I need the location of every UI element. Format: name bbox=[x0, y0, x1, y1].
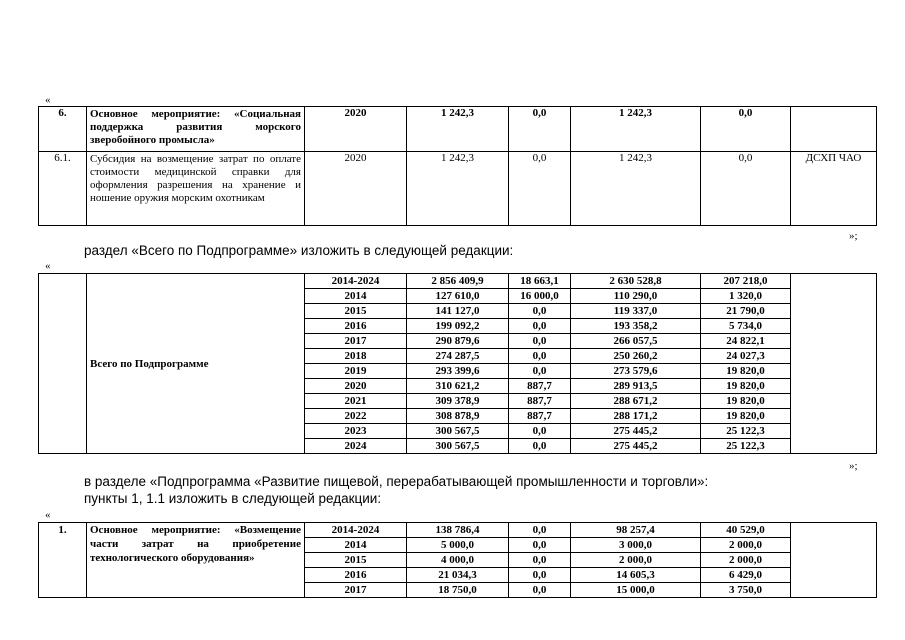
federal-budget-cell: 0,0 bbox=[509, 364, 571, 379]
total-cell: 5 000,0 bbox=[407, 538, 509, 553]
period-cell: 2017 bbox=[305, 583, 407, 598]
period-cell: 2021 bbox=[305, 394, 407, 409]
total-cell: 138 786,4 bbox=[407, 523, 509, 538]
table-main-activity-1 bbox=[38, 522, 877, 598]
total-cell: 199 092,2 bbox=[407, 319, 509, 334]
federal-budget-cell: 0,0 bbox=[509, 553, 571, 568]
total-cell: 300 567,5 bbox=[407, 439, 509, 454]
table-main-activity-6 bbox=[38, 106, 877, 226]
other-sources-cell: 24 822,1 bbox=[701, 334, 791, 349]
other-sources-cell: 0,0 bbox=[701, 107, 791, 152]
period-cell: 2020 bbox=[305, 107, 407, 152]
activity-name: Основное мероприятие: «Возмещение части затрат на приобретение технологического оборудования» bbox=[87, 523, 305, 598]
period-cell: 2020 bbox=[305, 152, 407, 226]
district-budget-cell: 2 000,0 bbox=[571, 553, 701, 568]
executor-cell bbox=[791, 523, 877, 598]
total-cell: 141 127,0 bbox=[407, 304, 509, 319]
total-cell: 127 610,0 bbox=[407, 289, 509, 304]
other-sources-cell: 19 820,0 bbox=[701, 379, 791, 394]
executor-cell bbox=[791, 107, 877, 152]
district-budget-cell: 275 445,2 bbox=[571, 424, 701, 439]
district-budget-cell: 14 605,3 bbox=[571, 568, 701, 583]
other-sources-cell: 40 529,0 bbox=[701, 523, 791, 538]
district-budget-cell: 289 913,5 bbox=[571, 379, 701, 394]
quote-close-2: »; bbox=[849, 460, 858, 472]
other-sources-cell: 2 000,0 bbox=[701, 538, 791, 553]
federal-budget-cell: 0,0 bbox=[509, 424, 571, 439]
quote-close-1: »; bbox=[849, 230, 858, 242]
subprogram-total-label: Всего по Подпрограмме bbox=[87, 274, 305, 454]
activity-name: Субсидия на возмещение затрат по оплате стоимости медицинской справки для оформления разрешения на хранение и ношение оружия морским охотникам bbox=[87, 152, 305, 226]
district-budget-cell: 288 671,2 bbox=[571, 394, 701, 409]
total-cell: 274 287,5 bbox=[407, 349, 509, 364]
federal-budget-cell: 0,0 bbox=[509, 538, 571, 553]
federal-budget-cell: 0,0 bbox=[509, 304, 571, 319]
table-row bbox=[39, 152, 877, 226]
federal-budget-cell: 887,7 bbox=[509, 394, 571, 409]
federal-budget-cell: 0,0 bbox=[509, 583, 571, 598]
quote-open-3: « bbox=[45, 509, 51, 521]
other-sources-cell: 2 000,0 bbox=[701, 553, 791, 568]
federal-budget-cell: 887,7 bbox=[509, 409, 571, 424]
period-cell: 2014 bbox=[305, 538, 407, 553]
paragraph-items-1-1-1: пункты 1, 1.1 изложить в следующей редакции: bbox=[84, 491, 382, 506]
district-budget-cell: 193 358,2 bbox=[571, 319, 701, 334]
district-budget-cell: 273 579,6 bbox=[571, 364, 701, 379]
table-total-subprogram bbox=[38, 273, 877, 454]
quote-open-1: « bbox=[45, 94, 51, 106]
other-sources-cell: 5 734,0 bbox=[701, 319, 791, 334]
period-cell: 2024 bbox=[305, 439, 407, 454]
period-cell: 2023 bbox=[305, 424, 407, 439]
other-sources-cell: 24 027,3 bbox=[701, 349, 791, 364]
total-cell: 309 378,9 bbox=[407, 394, 509, 409]
district-budget-cell: 2 630 528,8 bbox=[571, 274, 701, 289]
period-cell: 2015 bbox=[305, 553, 407, 568]
period-cell: 2017 bbox=[305, 334, 407, 349]
other-sources-cell: 25 122,3 bbox=[701, 439, 791, 454]
quote-open-2: « bbox=[45, 260, 51, 272]
federal-budget-cell: 18 663,1 bbox=[509, 274, 571, 289]
activity-name: Основное мероприятие: «Социальная поддержка развития морского зверобойного промысла» bbox=[87, 107, 305, 152]
row-number: 1. bbox=[39, 523, 87, 598]
district-budget-cell: 250 260,2 bbox=[571, 349, 701, 364]
other-sources-cell: 19 820,0 bbox=[701, 364, 791, 379]
paragraph-section-food-industry: в разделе «Подпрограмма «Развитие пищевой, перерабатывающей промышленности и торговли»: bbox=[84, 474, 709, 489]
period-cell: 2014-2024 bbox=[305, 274, 407, 289]
other-sources-cell: 0,0 bbox=[701, 152, 791, 226]
other-sources-cell: 21 790,0 bbox=[701, 304, 791, 319]
total-cell: 293 399,6 bbox=[407, 364, 509, 379]
district-budget-cell: 119 337,0 bbox=[571, 304, 701, 319]
federal-budget-cell: 0,0 bbox=[509, 107, 571, 152]
table-row bbox=[39, 107, 877, 152]
period-cell: 2019 bbox=[305, 364, 407, 379]
total-cell: 300 567,5 bbox=[407, 424, 509, 439]
total-cell: 2 856 409,9 bbox=[407, 274, 509, 289]
other-sources-cell: 25 122,3 bbox=[701, 424, 791, 439]
federal-budget-cell: 0,0 bbox=[509, 568, 571, 583]
period-cell: 2014 bbox=[305, 289, 407, 304]
total-cell: 4 000,0 bbox=[407, 553, 509, 568]
federal-budget-cell: 887,7 bbox=[509, 379, 571, 394]
period-cell: 2020 bbox=[305, 379, 407, 394]
district-budget-cell: 3 000,0 bbox=[571, 538, 701, 553]
other-sources-cell: 6 429,0 bbox=[701, 568, 791, 583]
district-budget-cell: 15 000,0 bbox=[571, 583, 701, 598]
total-cell: 310 621,2 bbox=[407, 379, 509, 394]
federal-budget-cell: 16 000,0 bbox=[509, 289, 571, 304]
total-cell: 290 879,6 bbox=[407, 334, 509, 349]
other-sources-cell: 207 218,0 bbox=[701, 274, 791, 289]
federal-budget-cell: 0,0 bbox=[509, 319, 571, 334]
district-budget-cell: 110 290,0 bbox=[571, 289, 701, 304]
total-cell: 308 878,9 bbox=[407, 409, 509, 424]
federal-budget-cell: 0,0 bbox=[509, 334, 571, 349]
district-budget-cell: 275 445,2 bbox=[571, 439, 701, 454]
row-number: 6. bbox=[39, 107, 87, 152]
period-cell: 2016 bbox=[305, 319, 407, 334]
other-sources-cell: 1 320,0 bbox=[701, 289, 791, 304]
district-budget-cell: 288 171,2 bbox=[571, 409, 701, 424]
district-budget-cell: 1 242,3 bbox=[571, 152, 701, 226]
district-budget-cell: 1 242,3 bbox=[571, 107, 701, 152]
table-row bbox=[39, 523, 877, 538]
period-cell: 2022 bbox=[305, 409, 407, 424]
total-cell: 18 750,0 bbox=[407, 583, 509, 598]
table-row bbox=[39, 274, 877, 289]
district-budget-cell: 98 257,4 bbox=[571, 523, 701, 538]
paragraph-total-subprogram: раздел «Всего по Подпрограмме» изложить в следующей редакции: bbox=[84, 243, 514, 258]
federal-budget-cell: 0,0 bbox=[509, 152, 571, 226]
total-cell: 1 242,3 bbox=[407, 107, 509, 152]
other-sources-cell: 3 750,0 bbox=[701, 583, 791, 598]
period-cell: 2014-2024 bbox=[305, 523, 407, 538]
federal-budget-cell: 0,0 bbox=[509, 349, 571, 364]
total-cell: 1 242,3 bbox=[407, 152, 509, 226]
federal-budget-cell: 0,0 bbox=[509, 523, 571, 538]
executor-cell: ДСХП ЧАО bbox=[791, 152, 877, 226]
period-cell: 2018 bbox=[305, 349, 407, 364]
row-number: 6.1. bbox=[39, 152, 87, 226]
total-cell: 21 034,3 bbox=[407, 568, 509, 583]
executor-cell bbox=[791, 274, 877, 454]
district-budget-cell: 266 057,5 bbox=[571, 334, 701, 349]
row-number bbox=[39, 274, 87, 454]
federal-budget-cell: 0,0 bbox=[509, 439, 571, 454]
period-cell: 2016 bbox=[305, 568, 407, 583]
other-sources-cell: 19 820,0 bbox=[701, 394, 791, 409]
period-cell: 2015 bbox=[305, 304, 407, 319]
other-sources-cell: 19 820,0 bbox=[701, 409, 791, 424]
